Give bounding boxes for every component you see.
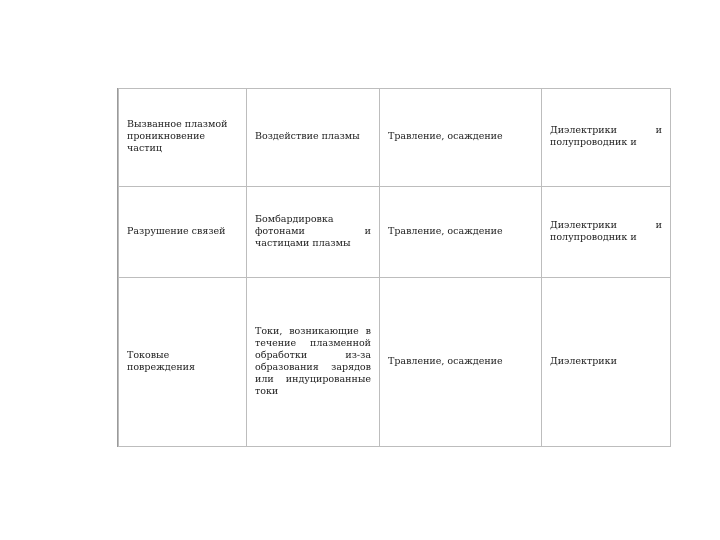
- cell-damage-type: Вызванное плазмой проникновение частиц: [119, 89, 247, 187]
- cell-process: Травление, осаждение: [380, 186, 542, 277]
- cell-damage-type: Токовые повреждения: [119, 277, 247, 446]
- cell-materials: Диэлектрики и полупроводник и: [542, 186, 671, 277]
- cell-materials: Диэлектрики: [542, 277, 671, 446]
- cell-cause: Токи, возникающие в течение плазменной обработки из-за образования зарядов или индуцированные токи: [247, 277, 380, 446]
- table-row: [119, 186, 671, 277]
- plasma-damage-table: [118, 88, 671, 447]
- cell-process: Травление, осаждение: [380, 89, 542, 187]
- cell-materials: Диэлектрики и полупроводник и: [542, 89, 671, 187]
- table-row: [119, 89, 671, 187]
- cell-cause: Воздействие плазмы: [247, 89, 380, 187]
- cell-damage-type: Разрушение связей: [119, 186, 247, 277]
- table-row: [119, 277, 671, 446]
- cell-process: Травление, осаждение: [380, 277, 542, 446]
- cell-cause: Бомбардировка фотонами и частицами плазмы: [247, 186, 380, 277]
